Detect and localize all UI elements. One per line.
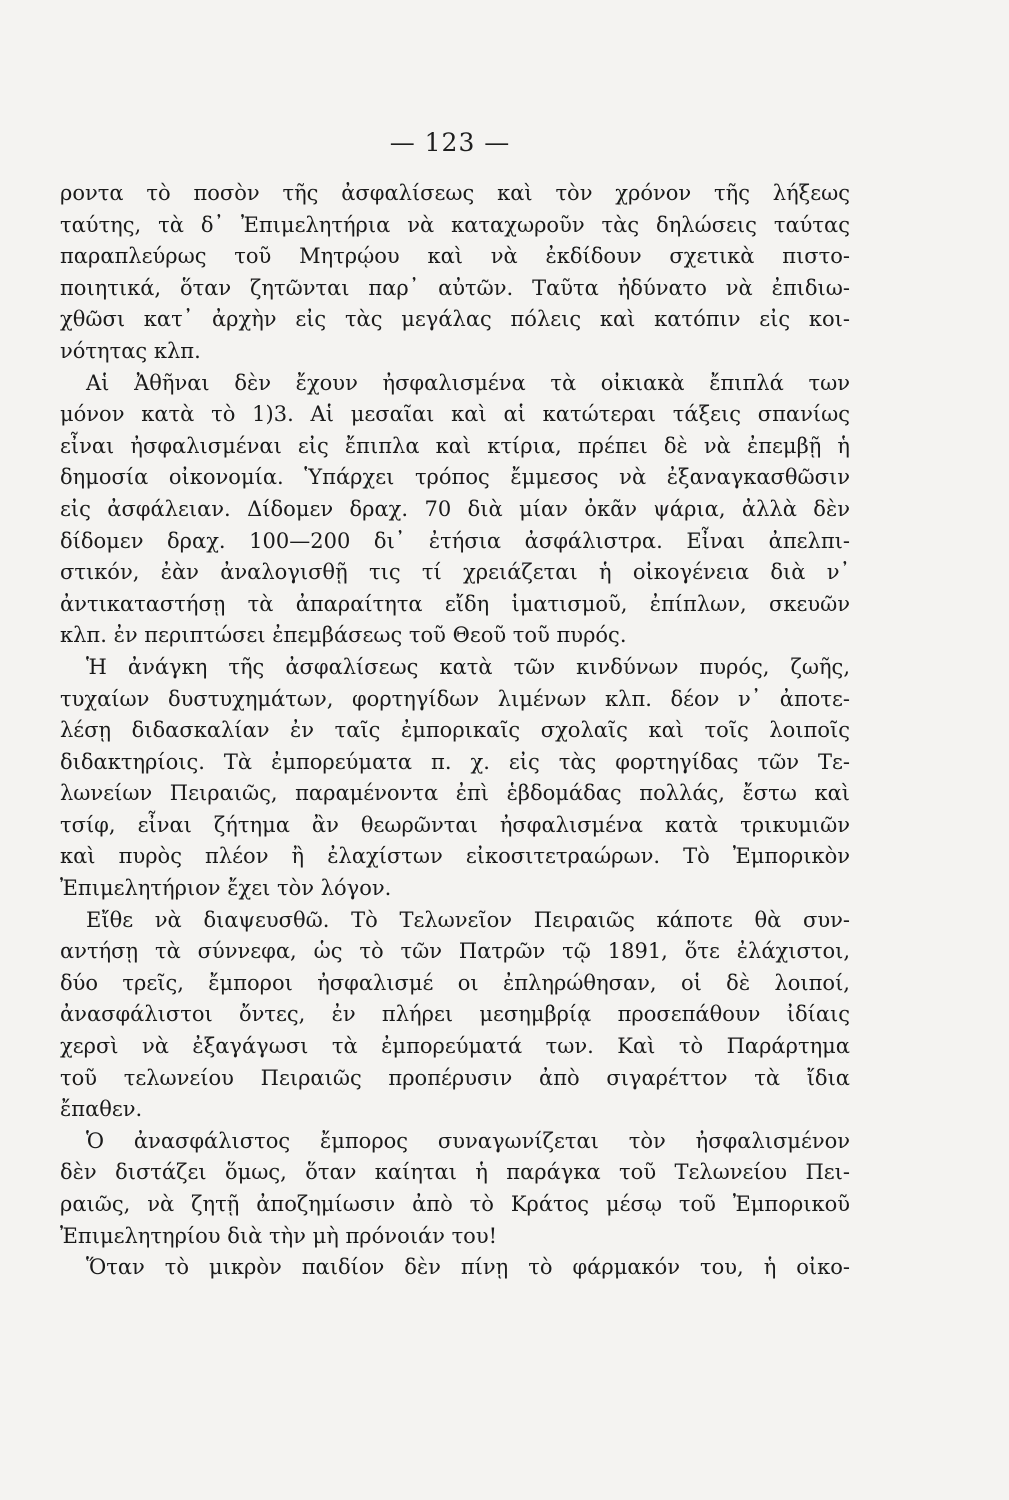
text-line: αντήσῃ τὰ σύννεφα, ὡς τὸ τῶν Πατρῶν τῷ 1891, ὅτε ἐλάχιστοι,: [60, 939, 850, 964]
text-line: δὲν διστάζει ὅμως, ὅταν καίηται ἡ παράγκα τοῦ Τελωνείου Πει-: [60, 1160, 850, 1185]
text-line: καὶ πυρὸς πλέον ἢ ἐλαχίστων εἰκοσιτετραώρων. Τὸ Ἐμπορικὸν: [60, 844, 850, 869]
text-line: λωνείων Πειραιῶς, παραμένοντα ἐπὶ ἑβδομάδας πολλάς, ἔστω καὶ: [60, 781, 850, 806]
text-line: εἶναι ἠσφαλισμέναι εἰς ἔπιπλα καὶ κτίρια, πρέπει δὲ νὰ ἐπεμβῇ ἡ: [60, 433, 850, 458]
text-line: χερσὶ νὰ ἐξαγάγωσι τὰ ἐμπορεύματά των. Καὶ τὸ Παράρτημα: [60, 1034, 850, 1059]
text-line: Αἱ Ἀθῆναι δὲν ἔχουν ἠσφαλισμένα τὰ οἰκιακὰ ἔπιπλά των: [86, 370, 850, 395]
text-line: ροντα τὸ ποσὸν τῆς ἀσφαλίσεως καὶ τὸν χρόνον τῆς λήξεως: [60, 181, 850, 205]
page-number: — 123 —: [389, 128, 511, 157]
text-line: τυχαίων δυστυχημάτων, φορτηγίδων λιμένων κλπ. δέον ν᾽ ἀποτε-: [60, 686, 850, 711]
text-line: Ὁ ἀνασφάλιστος ἔμπορος συναγωνίζεται τὸν ἠσφαλισμένον: [86, 1128, 850, 1153]
text-line: στικόν, ἐὰν ἀναλογισθῇ τις τί χρειάζεται ἡ οἰκογένεια διὰ ν᾽: [60, 560, 850, 585]
text-line: ποιητικά, ὅταν ζητῶνται παρ᾽ αὐτῶν. Ταῦτα ἠδύνατο νὰ ἐπιδιω-: [60, 275, 850, 300]
text-line: τσίφ, εἶναι ζήτημα ἂν θεωρῶνται ἠσφαλισμένα κατὰ τρικυμιῶν: [60, 812, 850, 837]
text-line: μόνον κατὰ τὸ 1)3. Αἱ μεσαῖαι καὶ αἱ κατώτεραι τάξεις σπανίως: [60, 402, 850, 427]
text-line: ἀντικαταστήσῃ τὰ ἀπαραίτητα εἴδη ἱματισμοῦ, ἐπίπλων, σκευῶν: [60, 591, 850, 616]
text-line: νότητας κλπ.: [60, 338, 201, 363]
text-line: Εἴθε νὰ διαψευσθῶ. Τὸ Τελωνεῖον Πειραιῶς κάποτε θὰ συν-: [86, 907, 850, 932]
text-line: Ὅταν τὸ μικρὸν παιδίον δὲν πίνῃ τὸ φάρμακόν του, ἡ οἰκο-: [86, 1255, 850, 1280]
text-line: ἀνασφάλιστοι ὄντες, ἐν πλήρει μεσημβρίᾳ προσεπάθουν ἰδίαις: [60, 1002, 850, 1027]
text-line: χθῶσι κατ᾽ ἀρχὴν εἰς τὰς μεγάλας πόλεις καὶ κατόπιν εἰς κοι-: [60, 307, 850, 332]
text-line: δίδομεν δραχ. 100—200 δι᾽ ἐτήσια ἀσφάλιστρα. Εἶναι ἀπελπι-: [60, 528, 850, 553]
text-line: ταύτης, τὰ δ᾽ Ἐπιμελητήρια νὰ καταχωροῦν τὰς δηλώσεις ταύτας: [60, 212, 850, 237]
body-text: [60, 178, 850, 1284]
text-line: δημοσία οἰκονομία. Ὑπάρχει τρόπος ἔμμεσος νὰ ἐξαναγκασθῶσιν: [60, 465, 850, 490]
text-line: λέσῃ διδασκαλίαν ἐν ταῖς ἐμπορικαῖς σχολαῖς καὶ τοῖς λοιποῖς: [60, 718, 850, 743]
text-line: παραπλεύρως τοῦ Μητρῴου καὶ νὰ ἐκδίδουν σχετικὰ πιστο-: [60, 244, 850, 269]
text-line: κλπ. ἐν περιπτώσει ἐπεμβάσεως τοῦ Θεοῦ τοῦ πυρός.: [60, 623, 627, 648]
text-line: εἰς ἀσφάλειαν. Δίδομεν δραχ. 70 διὰ μίαν ὀκᾶν ψάρια, ἀλλὰ δὲν: [60, 496, 850, 521]
text-line: Ἐπιμελητήριον ἔχει τὸν λόγον.: [60, 876, 392, 901]
text-line: Ἡ ἀνάγκη τῆς ἀσφαλίσεως κατὰ τῶν κινδύνων πυρός, ζωῆς,: [86, 654, 850, 679]
text-line: διδακτηρίοις. Τὰ ἐμπορεύματα π. χ. εἰς τὰς φορτηγίδας τῶν Τε-: [60, 749, 850, 774]
text-line: ραιῶς, νὰ ζητῇ ἀποζημίωσιν ἀπὸ τὸ Κράτος μέσῳ τοῦ Ἐμπορικοῦ: [60, 1192, 850, 1216]
text-line: Ἐπιμελητηρίου διὰ τὴν μὴ πρόνοιάν του!: [60, 1223, 498, 1248]
text-line: τοῦ τελωνείου Πειραιῶς προπέρυσιν ἀπὸ σιγαρέττον τὰ ἴδια: [60, 1065, 850, 1090]
text-line: δύο τρεῖς, ἔμποροι ἠσφαλισμέ οι ἐπληρώθησαν, οἱ δὲ λοιποί,: [60, 970, 850, 995]
text-line: ἔπαθεν.: [60, 1097, 143, 1122]
